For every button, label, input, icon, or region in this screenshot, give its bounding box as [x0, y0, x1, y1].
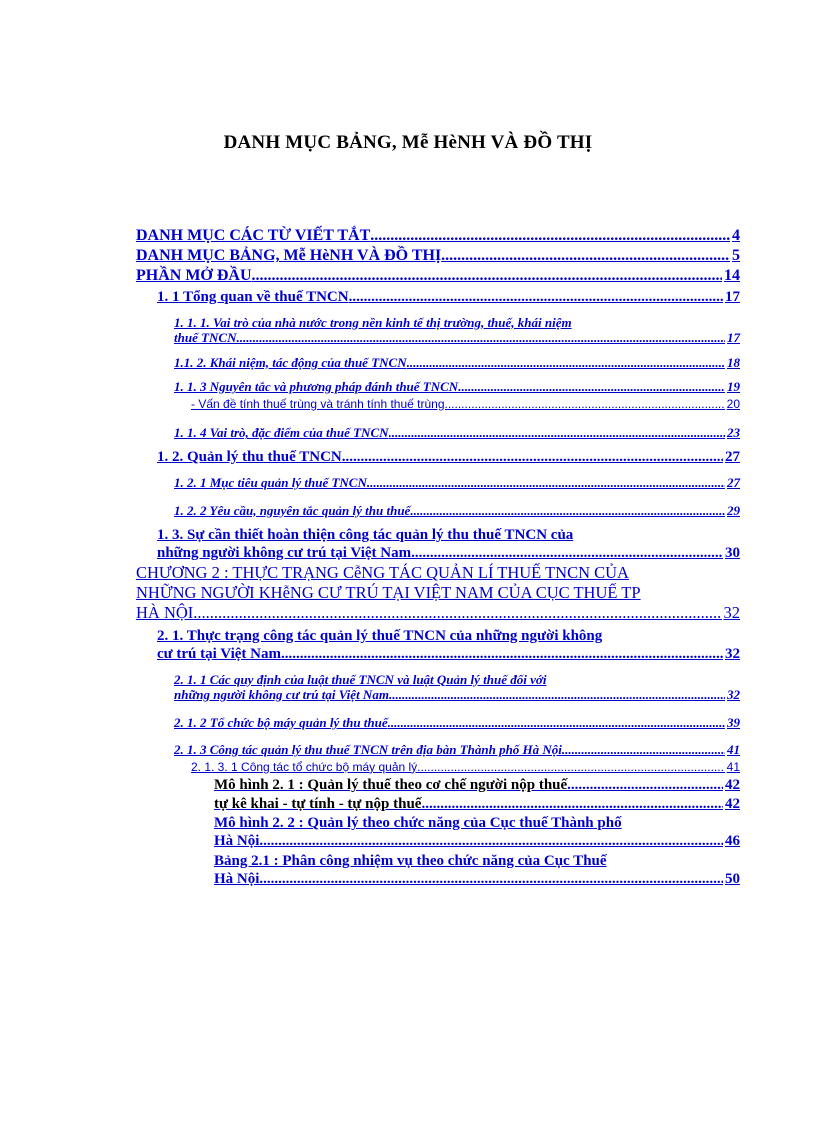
- toc-page-number: 41: [727, 742, 740, 758]
- toc-entry-2-1[interactable]: [136, 627, 740, 663]
- toc-entry-1-2[interactable]: [136, 448, 740, 466]
- toc-entry-text-line2: Hà Nội: [214, 871, 260, 888]
- toc-entry-text-line1: Mô hình 2. 2 : Quản lý theo chức năng của Cục thuế Thành phố: [214, 815, 622, 832]
- toc-leader: [407, 355, 725, 371]
- toc-entry-double-taxation[interactable]: [136, 397, 740, 411]
- toc-entry-text-line2: Hà Nội: [214, 833, 260, 850]
- toc-leader: [236, 330, 725, 346]
- toc-entry-1-2-1[interactable]: [136, 475, 740, 491]
- toc-leader: [411, 544, 723, 562]
- toc-leader: [567, 776, 723, 794]
- toc-entry-text: PHẦN MỞ ĐẦU: [136, 267, 252, 285]
- toc-leader: [281, 645, 723, 663]
- toc-entry-text: 1. 1. 4 Vai trò, đặc điểm của thuế TNCN: [174, 425, 389, 441]
- toc-entry-text: 2. 1. 2 Tổ chức bộ máy quản lý thu thuế: [174, 714, 388, 730]
- toc-entry-text: 1.1. 2. Khái niệm, tác động của thuế TNCN: [174, 354, 407, 370]
- toc-entry-1-1-4[interactable]: [136, 425, 740, 441]
- toc-entry-text: tự kê khai - tự tính - tự nộp thuế: [214, 796, 422, 813]
- toc-entry-text: 1. 2. 1 Mục tiêu quản lý thuế TNCN: [174, 474, 367, 490]
- toc-entry-chapter-2[interactable]: [136, 563, 740, 622]
- toc-entry-text-line2: thuế TNCN: [174, 330, 237, 346]
- toc-page-number: 27: [725, 448, 740, 465]
- toc-page-number: 42: [725, 796, 740, 813]
- toc-entry-abbreviations[interactable]: [136, 226, 740, 245]
- toc-entry-text: 1. 2. Quản lý thu thuế TNCN: [157, 448, 342, 465]
- toc-page-number: 32: [725, 645, 740, 662]
- toc-entry-text-line1: 1. 1. 1. Vai trò của nhà nước trong nền kinh tế thị trường, thuế, khái niệm: [174, 314, 572, 330]
- toc-page-number: 42: [725, 777, 740, 794]
- toc-leader: [417, 760, 724, 774]
- toc-page-number: 41: [726, 759, 740, 774]
- toc-entry-table-2-1[interactable]: [136, 852, 740, 888]
- toc-leader: [349, 288, 723, 306]
- toc-leader: [389, 425, 725, 441]
- toc-page-number: 17: [725, 288, 740, 305]
- toc-entry-text: 1. 1 Tổng quan về thuế TNCN: [157, 288, 349, 305]
- toc-entry-text-line2: HÀ NỘI: [136, 602, 194, 622]
- toc-page-number: 4: [732, 227, 740, 244]
- toc-leader: [342, 448, 723, 466]
- toc-entry-text: - Vấn đề tính thuế trùng và tránh tính thuế trùng: [191, 396, 445, 411]
- toc-leader: [389, 687, 725, 703]
- page-title: DANH MỤC BẢNG, Mễ HèNH VÀ ĐỒ THỊ: [223, 132, 593, 153]
- toc-leader: [370, 226, 730, 245]
- toc-entry-text: 1. 1. 3 Nguyên tắc và phương pháp đánh thuế TNCN: [174, 379, 459, 395]
- toc-entry-text: 2. 1. 3. 1 Công tác tổ chức bộ máy quản lý: [191, 759, 418, 774]
- toc-leader: [445, 397, 725, 411]
- toc-page-number: 27: [727, 474, 740, 490]
- toc-entry-2-1-1[interactable]: [136, 672, 740, 703]
- toc-page-number: 30: [725, 545, 740, 562]
- toc-page-number: 32: [723, 602, 740, 622]
- toc-entry-text-line1: CHƯƠNG 2 : THỰC TRẠNG CễNG TÁC QUẢN LÍ THUẾ TNCN CỦA: [136, 563, 629, 583]
- toc-leader: [193, 603, 721, 623]
- toc-entry-text: 2. 1. 3 Công tác quản lý thu thuế TNCN trên địa bàn Thành phố Hà Nội: [174, 742, 562, 758]
- toc-page-number: 18: [727, 354, 740, 370]
- toc-entry-1-3[interactable]: [136, 526, 740, 562]
- toc-entry-introduction[interactable]: [136, 266, 740, 285]
- toc-page-number: 23: [727, 425, 740, 441]
- toc-page-number: 20: [726, 396, 740, 411]
- toc-entry-model-2-1-cont[interactable]: [136, 795, 740, 813]
- toc-entry-text: Mô hình 2. 1 : Quản lý thuế theo cơ chế người nộp thuế: [214, 777, 568, 794]
- toc-entry-1-1[interactable]: [136, 288, 740, 306]
- toc-entry-text-line1: 2. 1. 1 Các quy định của luật thuế TNCN và luật Quản lý thuế đối với: [174, 671, 547, 687]
- toc-entry-text: DANH MỤC CÁC TỪ VIẾT TẮT: [136, 227, 371, 244]
- toc-page-number: 29: [727, 502, 740, 518]
- toc-entry-text-line2: cư trú tại Việt Nam: [157, 645, 281, 662]
- toc-leader: [562, 742, 725, 758]
- toc-entry-2-1-3-1[interactable]: [136, 760, 740, 774]
- toc-entry-text-line1: Bảng 2.1 : Phân công nhiệm vụ theo chức năng của Cục Thuế: [214, 853, 607, 870]
- toc-page-number: 50: [725, 871, 740, 888]
- toc-leader: [441, 246, 730, 265]
- toc-page-number: 46: [725, 833, 740, 850]
- toc-entry-1-1-2[interactable]: [136, 355, 740, 371]
- toc-page-number: 17: [727, 330, 740, 346]
- toc-entry-2-1-3[interactable]: [136, 742, 740, 758]
- toc-entry-text-line2: những người không cư trú tại Việt Nam: [157, 545, 412, 562]
- toc-entry-text-line1: 1. 3. Sự cần thiết hoàn thiện công tác quản lý thu thuế TNCN của: [157, 527, 574, 544]
- toc-entry-1-2-2[interactable]: [136, 503, 740, 519]
- toc-leader: [458, 379, 725, 395]
- toc-page-number: 39: [727, 714, 740, 730]
- toc-page-number: 5: [732, 247, 740, 265]
- toc-entry-1-1-3[interactable]: [136, 379, 740, 395]
- toc-leader: [367, 475, 725, 491]
- toc-entry-tables-figures[interactable]: [136, 246, 740, 265]
- toc-page-number: 19: [727, 379, 740, 395]
- toc-entry-text: 1. 2. 2 Yêu cầu, nguyên tắc quản lý thu thuế: [174, 502, 411, 518]
- toc-entry-text-line1b: NHỮNG NGƯỜI KHễNG CƯ TRÚ TẠI VIỆT NAM CỦA CỤC THUẾ TP: [136, 582, 641, 602]
- toc-entry-2-1-2[interactable]: [136, 715, 740, 731]
- table-of-contents: [136, 225, 740, 888]
- toc-leader: [252, 266, 722, 285]
- toc-page-number: 14: [724, 267, 740, 285]
- toc-entry-model-2-2[interactable]: [136, 814, 740, 850]
- toc-leader: [388, 715, 725, 731]
- toc-page-number: 32: [727, 687, 740, 703]
- toc-leader: [421, 795, 723, 813]
- toc-leader: [410, 503, 725, 519]
- toc-entry-text-line2: những người không cư trú tại Việt Nam: [174, 687, 389, 703]
- toc-entry-model-2-1[interactable]: [136, 776, 740, 794]
- toc-entry-text: DANH MỤC BẢNG, Mễ HèNH VÀ ĐỒ THỊ: [136, 247, 442, 265]
- toc-entry-text-line1: 2. 1. Thực trạng công tác quản lý thuế TNCN của những người không: [157, 627, 603, 644]
- toc-leader: [259, 870, 723, 888]
- toc-entry-1-1-1[interactable]: [136, 315, 740, 346]
- toc-leader: [259, 832, 723, 850]
